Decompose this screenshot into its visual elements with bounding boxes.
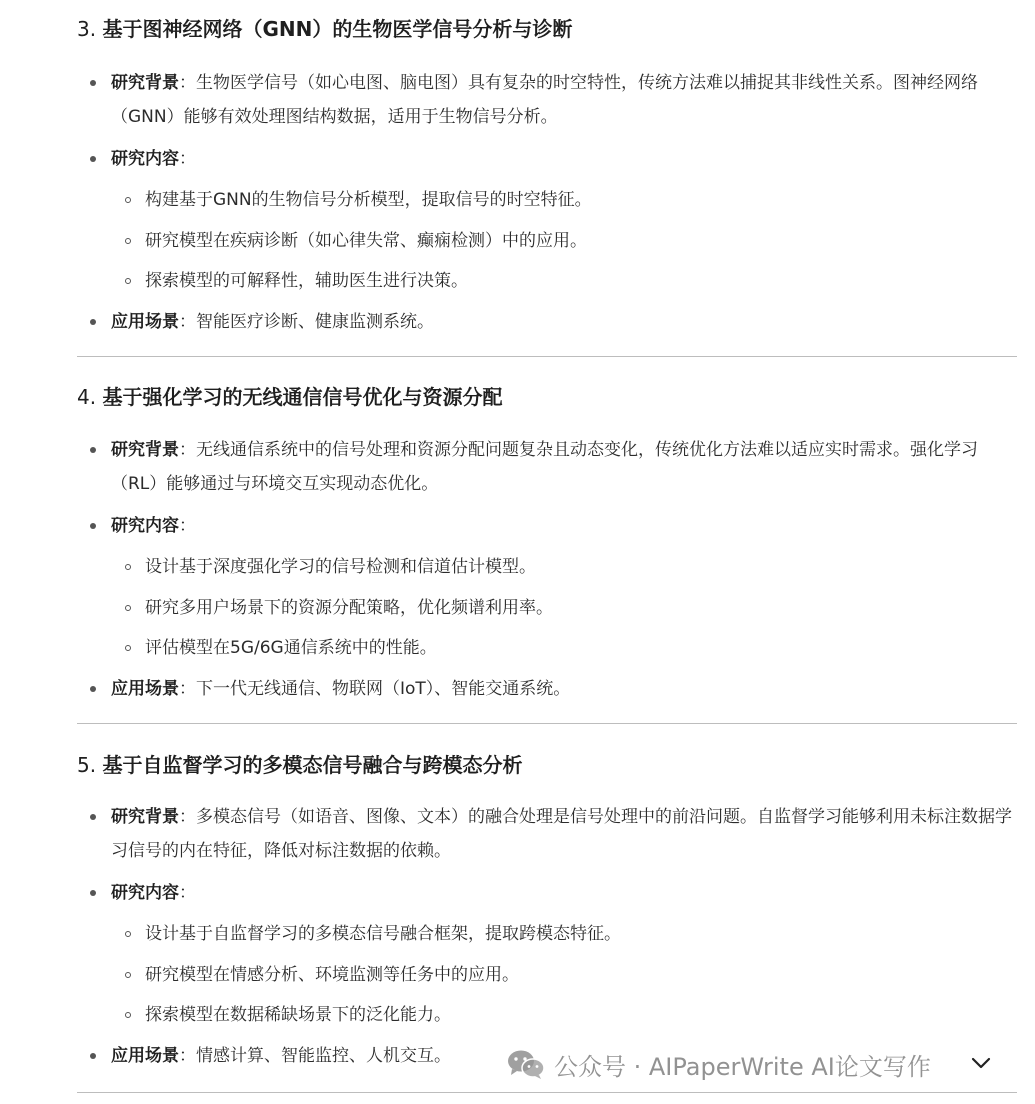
content-suffix: ： bbox=[179, 883, 196, 903]
section-divider bbox=[77, 356, 1017, 357]
bullet-dot bbox=[90, 814, 96, 820]
bullet-dot bbox=[90, 447, 96, 453]
background-text: ：生物医学信号（如心电图、脑电图）具有复杂的时空特性，传统方法难以捕捉其非线性关系。图神经网络（GNN）能够有效处理图结构数据，适用于生物信号分析。 bbox=[111, 73, 978, 127]
sub-bullet-circle bbox=[125, 931, 131, 937]
content-suffix: ： bbox=[179, 149, 196, 169]
bullet-dot bbox=[90, 686, 96, 692]
sub-bullet-circle bbox=[125, 197, 131, 203]
watermark-text: 公众号 · AIPaperWrite AI论文写作 bbox=[554, 1052, 931, 1081]
sub-bullet-circle bbox=[125, 605, 131, 611]
section-number: 3. bbox=[77, 17, 97, 41]
background-text: ：无线通信系统中的信号处理和资源分配问题复杂且动态变化，传统优化方法难以适应实时需求。强化学习（RL）能够通过与环境交互实现动态优化。 bbox=[111, 440, 978, 494]
bullet-dot bbox=[90, 319, 96, 325]
content-item: 构建基于GNN的生物信号分析模型，提取信号的时空特征。 bbox=[145, 190, 592, 210]
section-title: 基于强化学习的无线通信信号优化与资源分配 bbox=[102, 385, 503, 409]
content-item: 评估模型在5G/6G通信系统中的性能。 bbox=[145, 638, 437, 658]
content-item: 研究多用户场景下的资源分配策略，优化频谱利用率。 bbox=[145, 598, 553, 618]
content-item: 探索模型在数据稀缺场景下的泛化能力。 bbox=[145, 1005, 451, 1025]
content-item: 设计基于深度强化学习的信号检测和信道估计模型。 bbox=[145, 557, 536, 577]
research-background bbox=[111, 66, 1017, 134]
background-label: 研究背景 bbox=[111, 73, 179, 93]
content-label: 研究内容 bbox=[111, 516, 179, 536]
application-scenario bbox=[111, 305, 1017, 339]
background-text: ：多模态信号（如语音、图像、文本）的融合处理是信号处理中的前沿问题。自监督学习能够利用未标注数据学习信号的内在特征，降低对标注数据的依赖。 bbox=[111, 807, 1012, 861]
background-label: 研究背景 bbox=[111, 807, 179, 827]
bullet-dot bbox=[90, 80, 96, 86]
application-label: 应用场景 bbox=[111, 312, 179, 332]
chevron-down-icon[interactable] bbox=[970, 1052, 992, 1074]
application-label: 应用场景 bbox=[111, 679, 179, 699]
application-text: ：智能医疗诊断、健康监测系统。 bbox=[179, 312, 434, 332]
research-content bbox=[111, 509, 1017, 543]
bullet-dot bbox=[90, 156, 96, 162]
content-label: 研究内容 bbox=[111, 883, 179, 903]
sub-bullet-circle bbox=[125, 238, 131, 244]
background-label: 研究背景 bbox=[111, 440, 179, 460]
content-item: 探索模型的可解释性，辅助医生进行决策。 bbox=[145, 271, 468, 291]
application-label: 应用场景 bbox=[111, 1046, 179, 1066]
content-label: 研究内容 bbox=[111, 149, 179, 169]
section-title: 基于图神经网络（GNN）的生物医学信号分析与诊断 bbox=[102, 17, 573, 41]
bullet-dot bbox=[90, 1053, 96, 1059]
section-number: 4. bbox=[77, 385, 97, 409]
content-suffix: ： bbox=[179, 516, 196, 536]
content-item: 研究模型在疾病诊断（如心律失常、癫痫检测）中的应用。 bbox=[145, 231, 587, 251]
watermark bbox=[506, 1044, 931, 1084]
section-divider bbox=[77, 723, 1017, 724]
sub-bullet-circle bbox=[125, 564, 131, 570]
research-background bbox=[111, 433, 1017, 501]
sub-bullet-circle bbox=[125, 972, 131, 978]
section-divider bbox=[77, 1092, 1017, 1093]
bullet-dot bbox=[90, 523, 96, 529]
section-number: 5. bbox=[77, 753, 97, 777]
content-item: 研究模型在情感分析、环境监测等任务中的应用。 bbox=[145, 965, 519, 985]
section-heading bbox=[77, 752, 522, 778]
research-background bbox=[111, 800, 1017, 868]
research-content bbox=[111, 876, 1017, 910]
sub-bullet-circle bbox=[125, 278, 131, 284]
section-heading bbox=[77, 16, 572, 42]
section-heading bbox=[77, 384, 502, 410]
application-scenario bbox=[111, 672, 1017, 706]
application-text: ：情感计算、智能监控、人机交互。 bbox=[179, 1046, 451, 1066]
wechat-icon bbox=[506, 1048, 546, 1080]
research-content bbox=[111, 142, 1017, 176]
section-title: 基于自监督学习的多模态信号融合与跨模态分析 bbox=[102, 753, 523, 777]
application-text: ：下一代无线通信、物联网（IoT）、智能交通系统。 bbox=[179, 679, 571, 699]
content-item: 设计基于自监督学习的多模态信号融合框架，提取跨模态特征。 bbox=[145, 924, 621, 944]
sub-bullet-circle bbox=[125, 1012, 131, 1018]
sub-bullet-circle bbox=[125, 645, 131, 651]
bullet-dot bbox=[90, 890, 96, 896]
